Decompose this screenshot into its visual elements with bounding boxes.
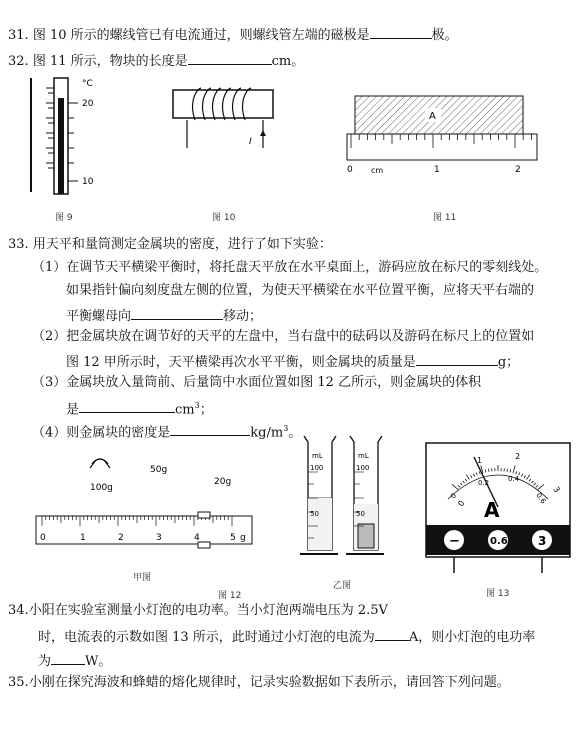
question-34-line3 <box>38 650 111 671</box>
thermometer-label-top: 20 <box>82 99 94 109</box>
terminal-minus: − <box>449 534 460 549</box>
q33-part1-line2: 如果指针偏向刻度盘左侧的位置，为使天平横梁在水平位置平衡，应将天平右端的 <box>66 283 535 298</box>
text: （4）则金属块的密度是 <box>32 425 171 441</box>
weight-50g: 50g <box>150 465 168 475</box>
question-34-line1 <box>8 602 388 620</box>
text: ； <box>199 402 213 418</box>
answer-blank[interactable] <box>370 24 432 39</box>
question-33-title <box>8 236 332 254</box>
ruler-unit: g <box>240 533 246 543</box>
question-31 <box>8 24 458 45</box>
scale-bottom-06: 0.6 <box>534 491 548 506</box>
terminal-3: 3 <box>538 534 547 548</box>
superscript: 3 <box>283 424 289 433</box>
question-text: 图 11 所示，物块的长度是 <box>32 54 188 69</box>
cylinder-1-top: 100 <box>310 464 324 472</box>
ruler-unit: cm <box>371 166 384 175</box>
text: cm <box>175 402 195 418</box>
text: 平衡螺母向 <box>66 309 132 324</box>
text: 为 <box>38 654 52 669</box>
question-35 <box>8 674 510 692</box>
answer-blank[interactable] <box>79 398 175 413</box>
scale-top-2: 2 <box>515 452 521 461</box>
figure-13-caption: 图 13 <box>486 589 510 599</box>
cylinder-1-mid: 50 <box>310 510 319 518</box>
superscript: 3 <box>194 401 200 410</box>
q33-part2-line2 <box>66 351 519 372</box>
answer-blank[interactable] <box>416 351 498 366</box>
scale-top-1: 1 <box>477 456 483 465</box>
question-number: 32. <box>8 54 29 69</box>
text: 时，电流表的示数如图 13 所示，此时通过小灯泡的电流为 <box>38 630 375 645</box>
text: kg/m <box>250 425 284 441</box>
ruler-tick-3: 3 <box>156 533 162 543</box>
answer-blank[interactable] <box>188 50 272 65</box>
text: 。 <box>288 425 302 441</box>
ruler-tick-2: 2 <box>118 533 124 543</box>
thermometer-unit: °C <box>82 79 93 89</box>
figure-11-caption: 图 11 <box>433 213 457 223</box>
question-text: 小刚在探究海波和蜂蜡的熔化规律时，记录实验数据如下表所示，请回答下列问题。 <box>28 675 510 690</box>
q33-part3-line1: （3）金属块放入量筒前、后量筒中水面位置如图 12 乙所示，则金属块的体积 <box>32 375 482 390</box>
q33-part2-line1: （2）把金属块放在调节好的天平的左盘中，当右盘中的砝码以及游码在标尺上的位置如 <box>32 329 535 344</box>
current-label: I <box>249 137 252 147</box>
ruler-tick-5: 5 <box>230 533 236 543</box>
ruler-figure <box>345 92 545 182</box>
cylinder-2-mid: 50 <box>356 510 365 518</box>
question-text-end: cm。 <box>271 54 305 69</box>
text: g； <box>497 355 520 370</box>
question-32 <box>8 50 304 71</box>
scale-bottom-0: 0 <box>449 491 459 501</box>
ruler-label-0: 0 <box>347 165 353 175</box>
text: A，则小灯泡的电功率 <box>408 630 536 645</box>
ammeter-symbol: A <box>484 498 500 522</box>
ammeter-figure <box>424 441 574 575</box>
thermometer-label-bottom: 10 <box>82 177 94 187</box>
balance-weights-figure <box>34 450 264 580</box>
ruler-tick-1: 1 <box>80 533 86 543</box>
q33-part1-line1: （1）在调节天平横梁平衡时，将托盘天平放在水平桌面上，游码应放在标尺的零刻线处。 <box>32 260 548 275</box>
terminal-0-6: 0.6 <box>490 536 508 547</box>
text: W。 <box>85 654 112 669</box>
scale-top-3: 3 <box>551 484 562 495</box>
q33-part1-line3 <box>66 305 262 326</box>
tick-mark <box>507 469 508 472</box>
answer-blank[interactable] <box>375 626 409 641</box>
answer-blank[interactable] <box>51 650 85 665</box>
scale-bottom-02: 0.2 <box>478 479 490 487</box>
question-text: 小阳在实验室测量小灯泡的电功率。当小灯泡两端电压为 2.5V <box>28 603 388 618</box>
ruler-tick-4: 4 <box>194 533 200 543</box>
text: 是 <box>66 402 80 418</box>
cylinder-2-top: 100 <box>356 464 370 472</box>
cylinder-2-unit: mL <box>358 452 369 460</box>
question-text: 用天平和量筒测定金属块的密度，进行了如下实验： <box>32 237 332 252</box>
ruler-label-2: 2 <box>515 165 521 175</box>
ruler-label-1: 1 <box>434 165 440 175</box>
ruler-tick-0: 0 <box>40 533 46 543</box>
tick-mark <box>488 469 489 472</box>
question-text: 图 10 所示的螺线管已有电流通过，则螺线管左端的磁极是 <box>32 28 370 43</box>
figure-10-caption: 图 10 <box>212 213 236 223</box>
text: 移动； <box>223 309 263 324</box>
text: 图 12 甲所示时，天平横梁再次水平平衡，则金属块的质量是 <box>66 355 416 370</box>
answer-blank[interactable] <box>131 305 223 320</box>
block-label: A <box>429 111 436 122</box>
q33-part3-line2 <box>66 397 213 419</box>
answer-blank[interactable] <box>170 421 250 436</box>
question-number: 31. <box>8 28 29 43</box>
figure-9-caption: 图 9 <box>55 213 73 223</box>
solenoid-figure <box>165 86 285 166</box>
graduated-cylinders-figure <box>296 432 396 562</box>
scale-top-0: 0 <box>456 498 467 509</box>
q33-part4 <box>32 420 301 442</box>
scale-bottom-04: 0.4 <box>508 475 520 483</box>
question-number: 34. <box>8 603 29 618</box>
weight-20g: 20g <box>214 477 232 487</box>
figure-12-jia-label: 甲图 <box>133 573 152 583</box>
question-text-end: 极。 <box>431 28 458 43</box>
figure-12-caption: 图 12 <box>218 591 242 601</box>
question-34-line2 <box>38 626 535 647</box>
figure-12-yi-label: 乙图 <box>333 581 352 591</box>
cylinder-1-unit: mL <box>312 452 323 460</box>
thermometer-figure <box>30 74 110 199</box>
weight-100g: 100g <box>90 483 113 493</box>
question-number: 33. <box>8 237 29 252</box>
question-number: 35. <box>8 675 29 690</box>
